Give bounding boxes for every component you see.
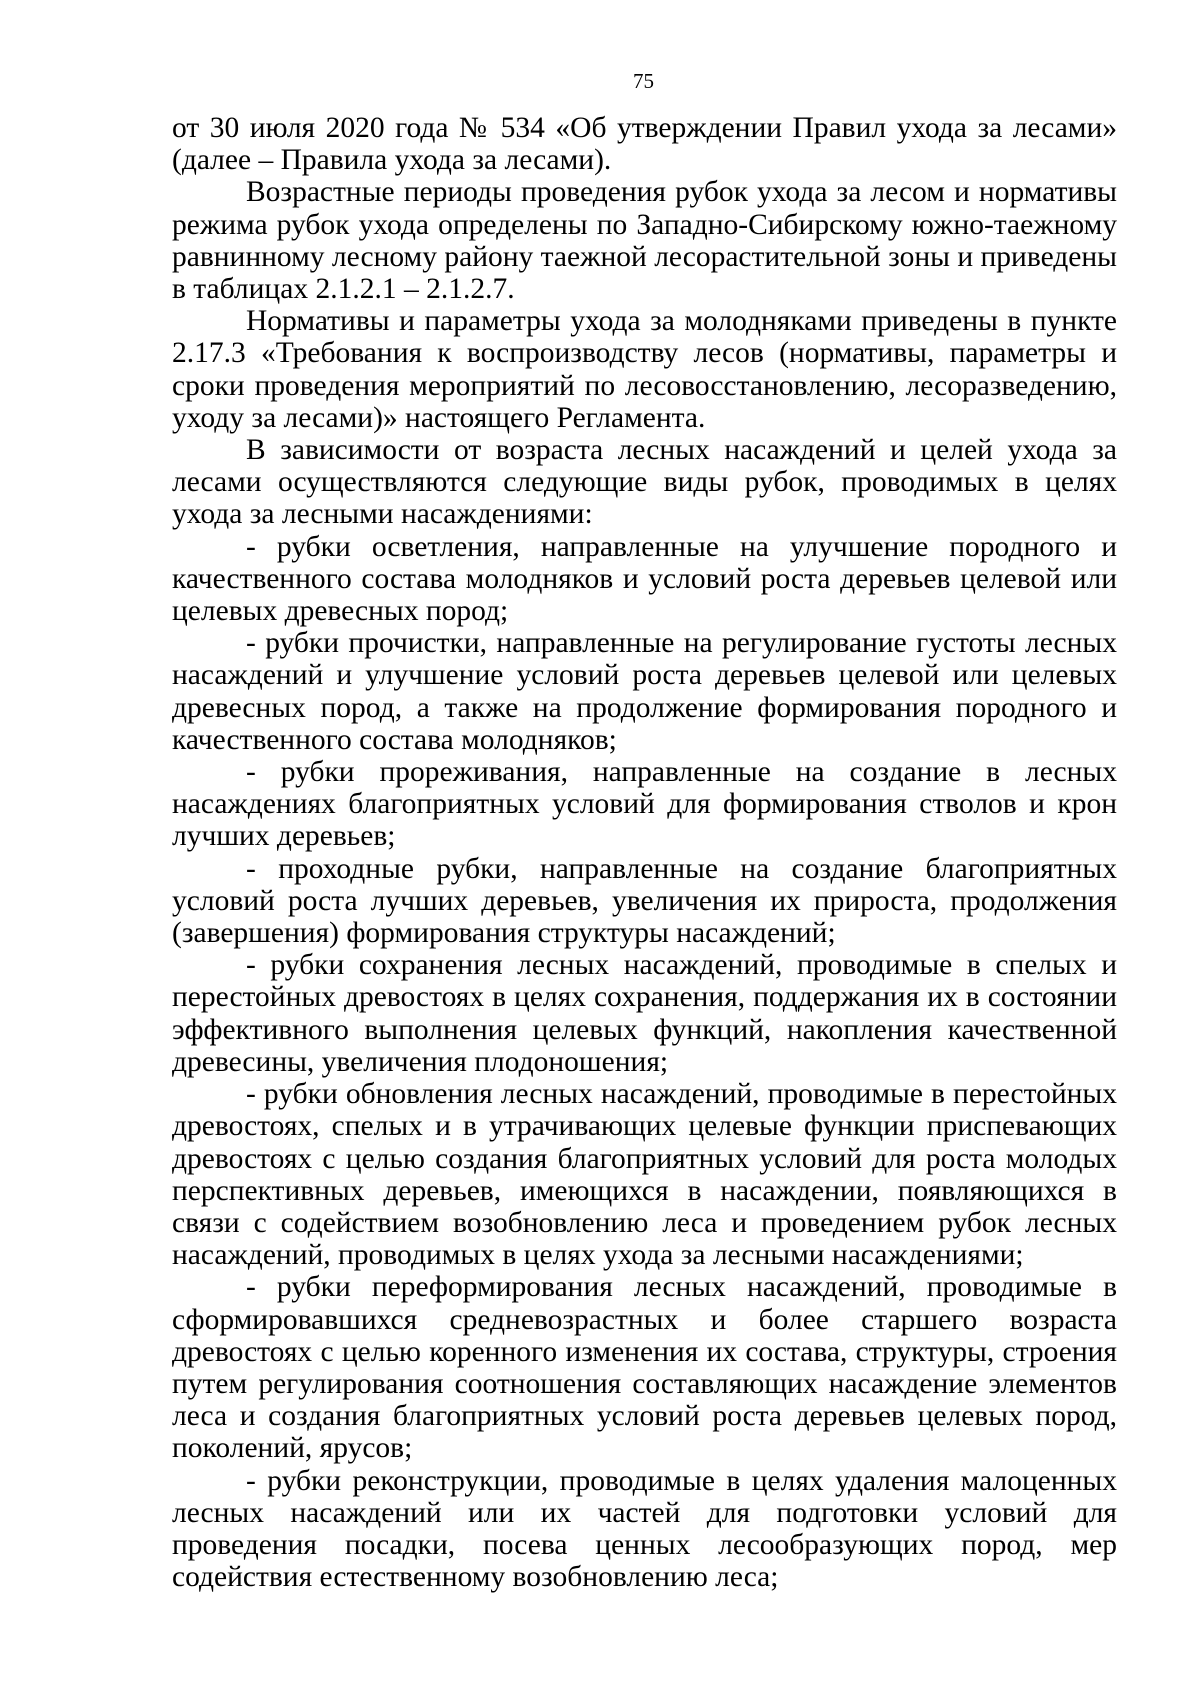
document-body <box>172 112 1117 1593</box>
list-item-thinning-cuttings: - рубки прореживания, направленные на создание в лесных насаждениях благоприятных условий для формирования стволов и крон лучших деревьев; <box>172 756 1117 853</box>
list-item-cleaning-cuttings: - рубки прочистки, направленные на регулирование густоты лесных насаждений и улучшение условий роста деревьев целевой или целевых древесных пород, а также на продолжение формирования породного и качественного состава молодняков; <box>172 627 1117 756</box>
list-item-passage-cuttings: - проходные рубки, направленные на создание благоприятных условий роста лучших деревьев, увеличения их прироста, продолжения (завершения) формирования структуры насаждений; <box>172 852 1117 950</box>
list-item-preservation-cuttings: - рубки сохранения лесных насаждений, проводимые в спелых и перестойных древостоях в целях сохранения, поддержания их в состоянии эффективного выполнения целевых функций, накопления качественной древесины, увеличения плодоношения; <box>172 949 1117 1078</box>
paragraph-age-periods: Возрастные периоды проведения рубок ухода за лесом и нормативы режима рубок ухода определены по Западно-Сибирскому южно-таежному равнинному лесному району таежной лесорастительной зоны и приведены в таблицах 2.1.2.1 – 2.1.2.7. <box>172 176 1117 306</box>
list-item-reconstruction-cuttings: - рубки реконструкции, проводимые в целях удаления малоценных лесных насаждений или их частей для подготовки условий для проведения посадки, посева ценных лесообразующих пород, мер содействия естественному возобновлению леса; <box>172 1464 1117 1594</box>
paragraph-young-stands-norms: Нормативы и параметры ухода за молодняками приведены в пункте 2.17.3 «Требования к воспроизводству лесов (нормативы, параметры и сроки проведения мероприятий по лесовосстановлению, лесоразведению, уходу за лесами)» настоящего Регламента. <box>172 305 1117 434</box>
list-item-reformation-cuttings: - рубки переформирования лесных насаждений, проводимые в сформировавшихся средневозрастных и более старшего возраста древостоях с целью коренного изменения их состава, структуры, строения путем регулирования соотношения составляющих насаждение элементов леса и создания благоприятных условий роста деревьев целевых пород, поколений, ярусов; <box>172 1271 1117 1465</box>
page-number: 75 <box>633 69 654 93</box>
paragraph-rules-reference: от 30 июля 2020 года № 534 «Об утверждении Правил ухода за лесами» (далее – Правила ухода за лесами). <box>172 112 1117 177</box>
list-item-renewal-cuttings: - рубки обновления лесных насаждений, проводимые в перестойных древостоях, спелых и в утрачивающих целевые функции приспевающих древостоях с целью создания благоприятных условий для роста молодых перспективных деревьев, имеющихся в насаждении, появляющихся в связи с содействием возобновлению леса и проведением рубок лесных насаждений, проводимых в целях ухода за лесными насаждениями; <box>172 1078 1117 1272</box>
list-item-lightening-cuttings: - рубки осветления, направленные на улучшение породного и качественного состава молодняков и условий роста деревьев целевой или целевых древесных пород; <box>172 530 1117 628</box>
paragraph-cutting-types-intro: В зависимости от возраста лесных насаждений и целей ухода за лесами осуществляются следующие виды рубок, проводимых в целях ухода за лесными насаждениями: <box>172 434 1117 531</box>
